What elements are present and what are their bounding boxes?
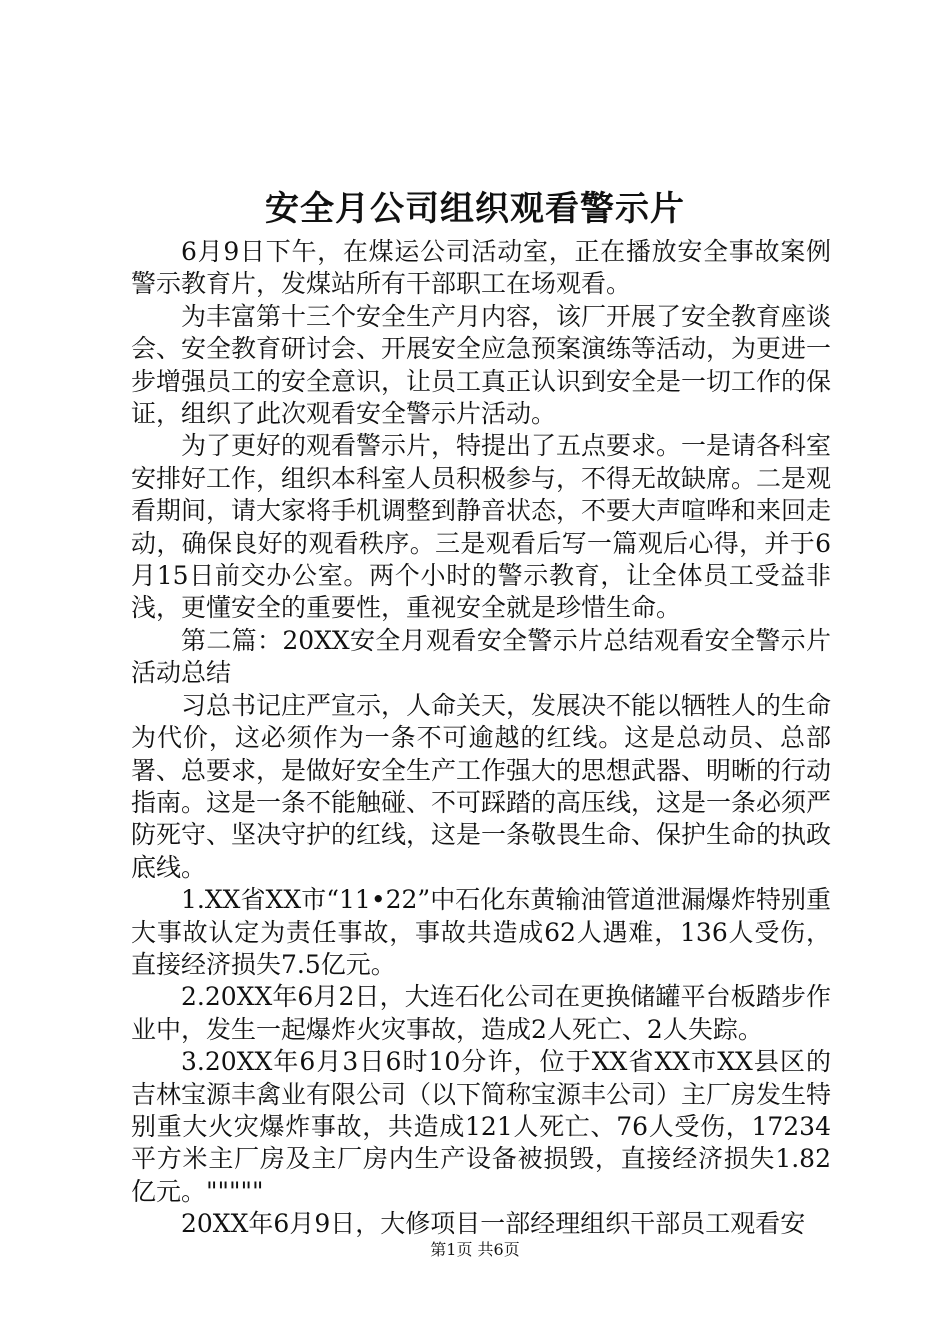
paragraph-3: 为了更好的观看警示片，特提出了五点要求。一是请各科室安排好工作，组织本科室人员积极参与，不得无故缺席。二是观看期间，请大家将手机调整到静音状态，不要大声喧哗和来回走动，确保良好的观看秩序。三是观看后写一篇观后心得，并于6月15日前交办公室。两个小时的警示教育，让全体员工受益非浅，更懂安全的重要性，重视安全就是珍惜生命。 — [131, 431, 832, 623]
section-heading-2: 第二篇：20XX安全月观看安全警示片总结观看安全警示片活动总结 — [131, 625, 831, 688]
list-item-3: 3.20XX年6月3日6时10分许，位于XX省XX市XX县区的吉林宝源丰禽业有限公司（以下简称宝源丰公司）主厂房发生特别重大火灾爆炸事故，共造成121人死亡、76人受伤，17234平方米主厂房及主厂房内生产设备被损毁，直接经济损失1.82亿元。""""" — [131, 1047, 832, 1206]
paragraph-5: 习总书记庄严宣示，人命关天，发展决不能以牺牲人的生命为代价，这必须作为一条不可逾越的红线。这是总动员、总部署、总要求，是做好安全生产工作强大的思想武器、明晰的行动指南。这是一条不能触碰、不可踩踏的高压线，这是一条必须严防死守、坚决守护的红线，这是一条敬畏生命、保护生命的执政底线。 — [131, 690, 832, 882]
paragraph-9: 20XX年6月9日，大修项目一部经理组织干部员工观看安 — [181, 1209, 806, 1239]
paragraph-1: 6月9日下午，在煤运公司活动室，正在播放安全事故案例警示教育片，发煤站所有干部职工在场观看。 — [131, 237, 831, 299]
paragraph-2: 为丰富第十三个安全生产月内容，该厂开展了安全教育座谈会、安全教育研讨会、开展安全应急预案演练等活动，为更进一步增强员工的安全意识，让员工真正认识到安全是一切工作的保证，组织了此次观看安全警示片活动。 — [131, 301, 832, 429]
page-footer: 第1页 共6页 — [430, 1240, 520, 1259]
document-body — [131, 236, 831, 1241]
list-item-2: 2.20XX年6月2日，大连石化公司在更换储罐平台板踏步作业中，发生一起爆炸火灾事故，造成2人死亡、2人失踪。 — [131, 982, 831, 1044]
document-title: 安全月公司组织观看警示片 — [265, 189, 685, 229]
list-item-1: 1.XX省XX市“11•22”中石化东黄输油管道泄漏爆炸特别重大事故认定为责任事故，事故共造成62人遇难，136人受伤，直接经济损失7.5亿元。 — [131, 885, 831, 979]
